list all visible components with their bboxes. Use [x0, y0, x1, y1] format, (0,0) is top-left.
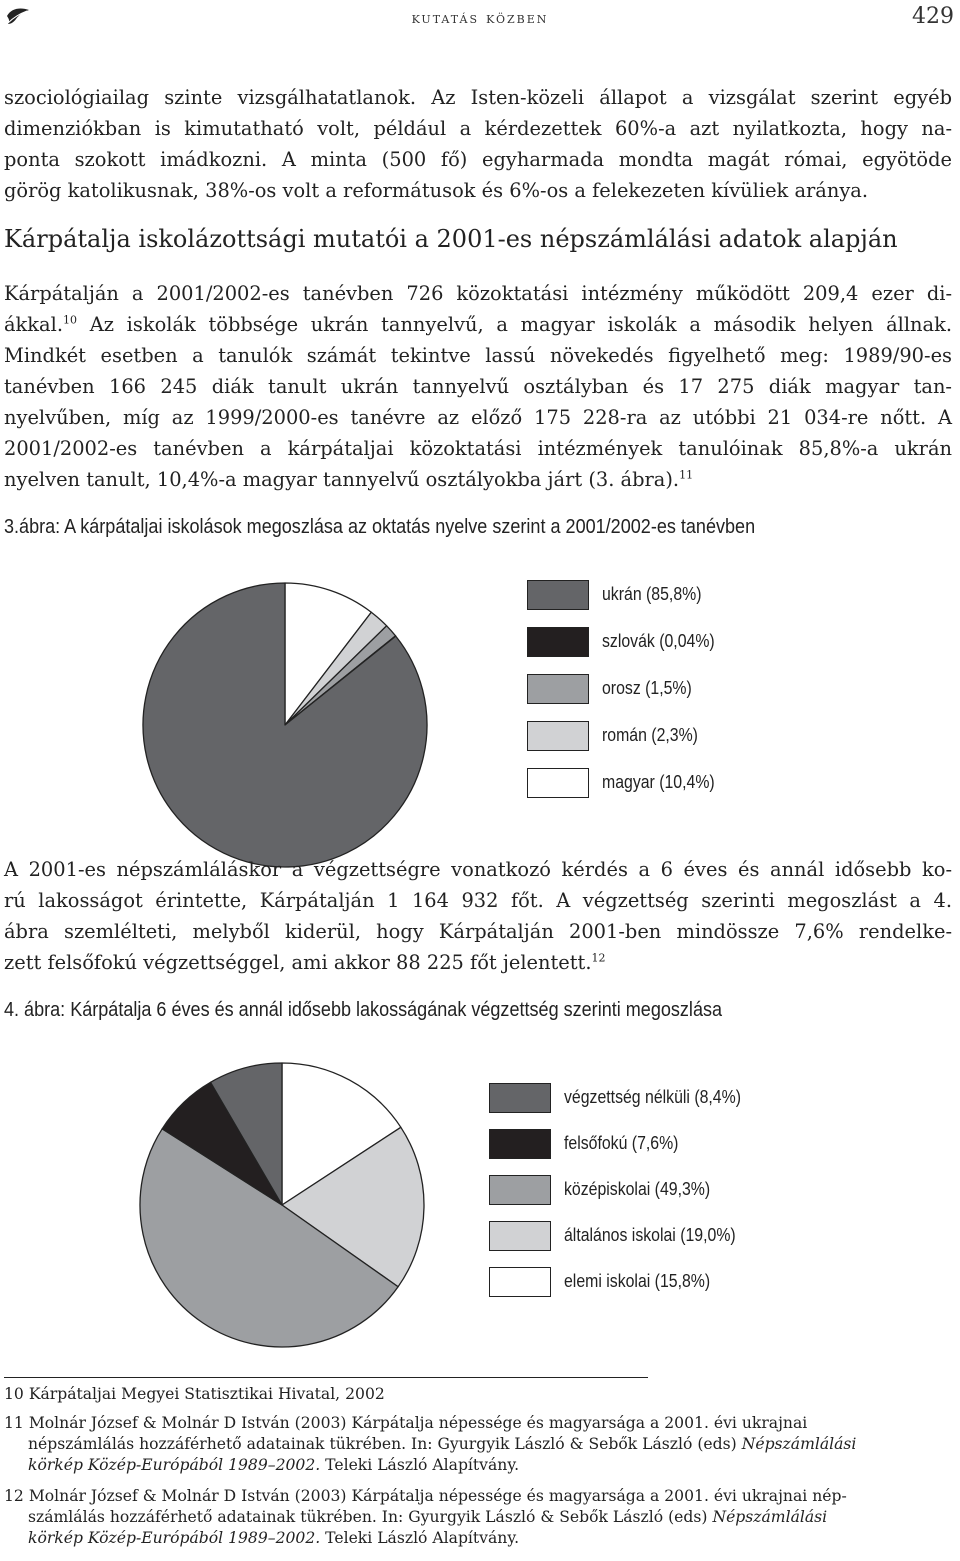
legend-swatch [489, 1267, 551, 1297]
legend-label: középiskolai (49,3%) [564, 1179, 711, 1199]
footnote-line [4, 1507, 956, 1528]
footnote-text: számlálás hozzáférhető adatainak tükrében. In: Gyurgyik László & Sebők László (eds) [28, 1508, 713, 1526]
legend-label: felsőfokú (7,6%) [564, 1133, 679, 1153]
legend-label: szlovák (0,04%) [602, 631, 715, 651]
legend-label: elemi iskolai (15,8%) [564, 1271, 711, 1291]
school-paragraph [4, 278, 952, 495]
footnote-line [4, 1434, 956, 1455]
footnote-book-title: körkép Közép-Európából 1989–2002. [28, 1456, 321, 1474]
text-line: ponta szokott imádkozni. A minta (500 fő) egyharmada mondta magát római, egyötöde [4, 148, 952, 171]
legend-swatch [489, 1175, 551, 1205]
footnote-text: Molnár József & Molnár D István (2003) Kárpátalja népessége és magyarsága a 2001. évi ukrajnai [28, 1414, 808, 1432]
legend-swatch [527, 674, 589, 704]
legend-swatch [489, 1129, 551, 1159]
footnote-line [4, 1455, 956, 1476]
footnote-11 [4, 1413, 956, 1476]
footnote-text: Kárpátaljai Megyei Statisztikai Hivatal, 2002 [28, 1385, 385, 1403]
footnote-text: Teleki László Alapítvány. [320, 1529, 520, 1547]
text-line: dimenziókban is kimutatható volt, például a kérdezettek 60%-a azt nyilatkozta, hogy na- [4, 117, 952, 140]
section-heading: Kárpátalja iskolázottsági mutatói a 2001-es népszámlálási adatok alapján [4, 225, 898, 253]
text-line: A 2001-es népszámláláskor a végzettségre vonatkozó kérdés a 6 éves és annál idősebb ko- [4, 858, 952, 881]
text-line: rú lakosságot érintette, Kárpátalján 1 164 932 főt. A végzettség szerinti megoszlást a 4. [4, 889, 952, 912]
text-segment: ákkal. [4, 313, 63, 336]
footnote-12 [4, 1486, 956, 1549]
legend-label: magyar (10,4%) [602, 772, 715, 792]
text-line [4, 464, 952, 495]
text-line: tanévben 166 245 diák tanult ukrán tannyelvű osztályban és 17 275 diák magyar tan- [4, 375, 952, 398]
footnote-text: népszámlálás hozzáférhető adatainak tükrében. In: Gyurgyik László & Sebők László (eds) [28, 1435, 742, 1453]
text-line: Mindkét esetben a tanulók számát tekintve lassú növekedés figyelhető meg: 1989/90-es [4, 344, 952, 367]
text-line: szociológiailag szinte vizsgálhatatlanok. Az Isten-közeli állapot a vizsgálat szerint egyéb [4, 86, 952, 109]
footnote-ref: 11 [679, 468, 694, 482]
page-number: 429 [912, 4, 954, 29]
text-line: ábra szemlélteti, melyből kiderül, hogy Kárpátalján 2001-ben mindössze 7,6% rendelke- [4, 920, 952, 943]
text-segment: Az iskolák többsége ukrán tannyelvű, a magyar iskolák a második helyen állnak. [89, 313, 953, 336]
footnote-line [4, 1486, 956, 1507]
footnote-number: 11 [4, 1414, 24, 1432]
legend-swatch [527, 627, 589, 657]
figure3-caption: 3.ábra: A kárpátaljai iskolások megoszlása az oktatás nyelve szerint a 2001/2002-es tanévben [4, 515, 756, 538]
text-segment: zett felsőfokú végzettséggel, ami akkor 88 225 főt jelentett. [4, 951, 592, 974]
footnote-line [4, 1413, 956, 1434]
footnote-book-title: Népszámlálási [741, 1435, 857, 1453]
figure4-legend [489, 1083, 789, 1313]
legend-swatch [527, 768, 589, 798]
intro-paragraph [4, 82, 952, 206]
footnote-book-title: körkép Közép-Európából 1989–2002. [28, 1529, 321, 1547]
footnote-number: 12 [4, 1487, 24, 1505]
legend-swatch [489, 1083, 551, 1113]
text-line: Kárpátalján a 2001/2002-es tanévben 726 közoktatási intézmény működött 209,4 ezer di- [4, 282, 952, 305]
legend-label: orosz (1,5%) [602, 678, 692, 698]
footnote-10 [4, 1384, 956, 1405]
footnote-ref: 10 [63, 313, 77, 327]
text-line: görög katolikusnak, 38%-os volt a reformátusok és 6%-os a felekezeten kívüliek aránya. [4, 179, 869, 202]
text-segment: nyelven tanult, 10,4%-a magyar tannyelvű osztályokba járt (3. ábra). [4, 468, 680, 491]
running-title: kutatás közben [411, 8, 549, 27]
text-line: nyelvűben, míg az 1999/2000-es tanévre az előző 175 228-ra az utóbbi 21 034-re nőtt. A [4, 406, 952, 429]
text-line [4, 309, 952, 340]
footnote-text: Molnár József & Molnár D István (2003) Kárpátalja népessége és magyarsága a 2001. évi ukrajnai nép- [28, 1487, 847, 1505]
legend-label: ukrán (85,8%) [602, 584, 702, 604]
footnote-line [4, 1528, 956, 1549]
legend-label: végzettség nélküli (8,4%) [564, 1087, 741, 1107]
legend-swatch [527, 721, 589, 751]
footnote-book-title: Népszámlálási [712, 1508, 828, 1526]
legend-swatch [489, 1221, 551, 1251]
footnote-line [4, 1384, 956, 1405]
text-line: 2001/2002-es tanévben a kárpátaljai közoktatási intézmények tanulóinak 85,8%-a ukrán [4, 437, 952, 460]
figure4-pie-chart [137, 1060, 427, 1350]
figure4-caption: 4. ábra: Kárpátalja 6 éves és annál idősebb lakosságának végzettség szerinti megoszlása [4, 998, 723, 1021]
census-paragraph [4, 854, 952, 978]
footnote-text: Teleki László Alapítvány. [320, 1456, 520, 1474]
legend-swatch [527, 580, 589, 610]
text-line [4, 947, 952, 978]
footnote-ref: 12 [591, 951, 606, 965]
legend-label: román (2,3%) [602, 725, 698, 745]
page-header [0, 0, 960, 40]
footnote-divider [4, 1377, 648, 1378]
footnote-number: 10 [4, 1385, 24, 1403]
legend-label: általános iskolai (19,0%) [564, 1225, 736, 1245]
figure3-pie-chart [140, 580, 430, 870]
figure3-legend [527, 580, 807, 810]
